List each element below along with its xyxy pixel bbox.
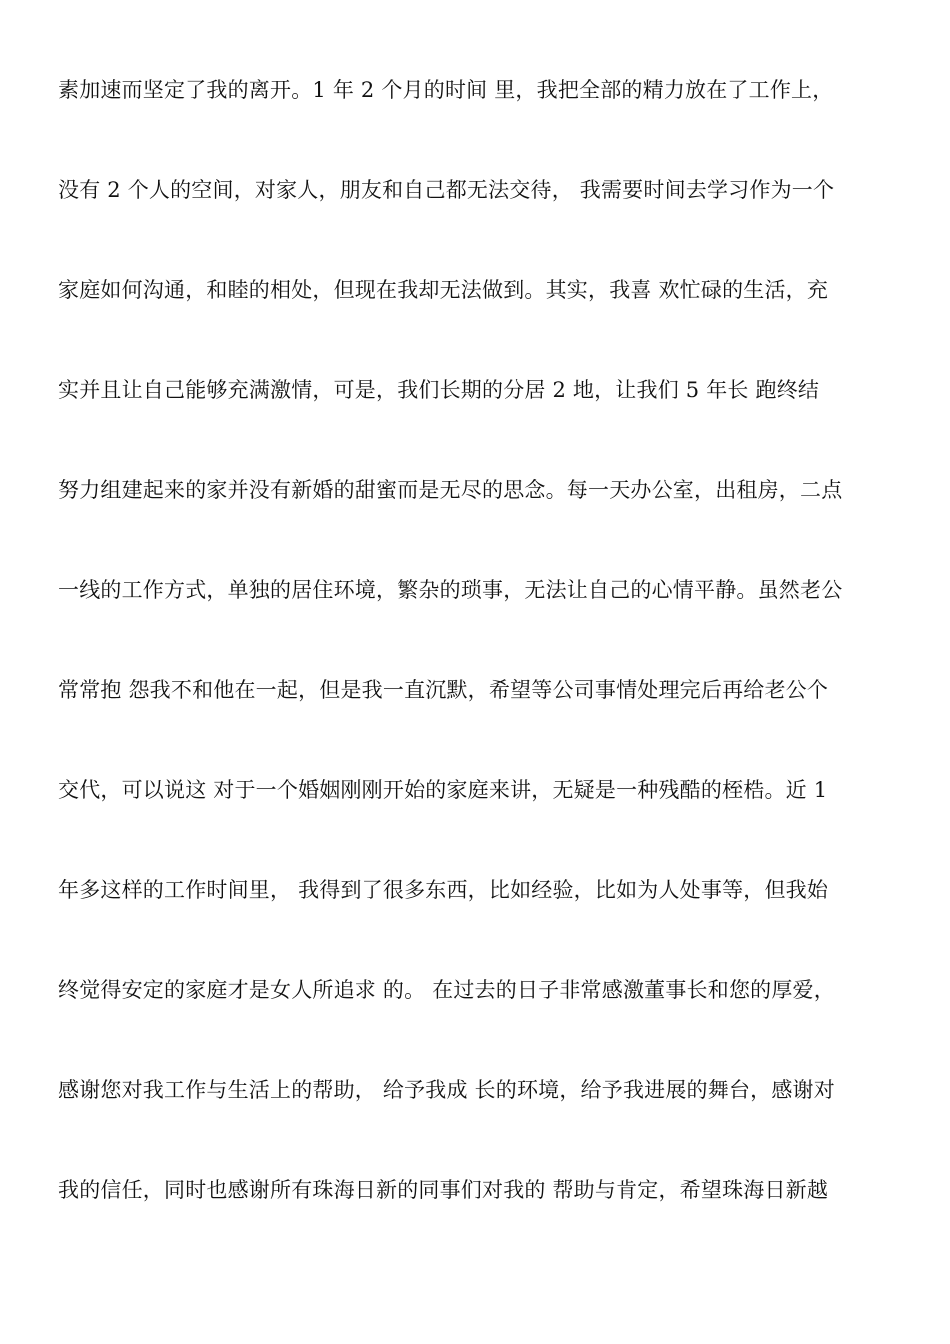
text-line: 年多这样的工作时间里， 我得到了很多东西，比如经验，比如为人处事等，但我始 — [58, 878, 829, 902]
text-line: 一线的工作方式，单独的居住环境，繁杂的琐事，无法让自己的心情平静。虽然老公 — [58, 578, 843, 602]
text-line: 交代，可以说这 对于一个婚姻刚刚开始的家庭来讲，无疑是一种残酷的桎梏。近 1 — [58, 778, 828, 802]
text-line: 常常抱 怨我不和他在一起，但是我一直沉默，希望等公司事情处理完后再给老公个 — [58, 678, 829, 702]
text-line: 实并且让自己能够充满激情，可是，我们长期的分居 2 地，让我们 5 年长 跑终结 — [58, 378, 820, 402]
text-line: 努力组建起来的家并没有新婚的甜蜜而是无尽的思念。每一天办公室，出租房，二点 — [58, 478, 843, 502]
text-line: 没有 2 个人的空间，对家人，朋友和自己都无法交待， 我需要时间去学习作为一个 — [58, 178, 835, 202]
text-line: 家庭如何沟通，和睦的相处，但现在我却无法做到。其实，我喜 欢忙碌的生活，充 — [58, 278, 829, 302]
text-line: 我的信任，同时也感谢所有珠海日新的同事们对我的 帮助与肯定，希望珠海日新越 — [58, 1178, 829, 1202]
text-line: 素加速而坚定了我的离开。1 年 2 个月的时间 里，我把全部的精力放在了工作上， — [58, 78, 834, 102]
text-line: 感谢您对我工作与生活上的帮助， 给予我成 长的环境，给予我进展的舞台，感谢对 — [58, 1078, 835, 1102]
text-line: 终觉得安定的家庭才是女人所追求 的。 在过去的日子非常感激董事长和您的厚爱， — [58, 978, 835, 1002]
